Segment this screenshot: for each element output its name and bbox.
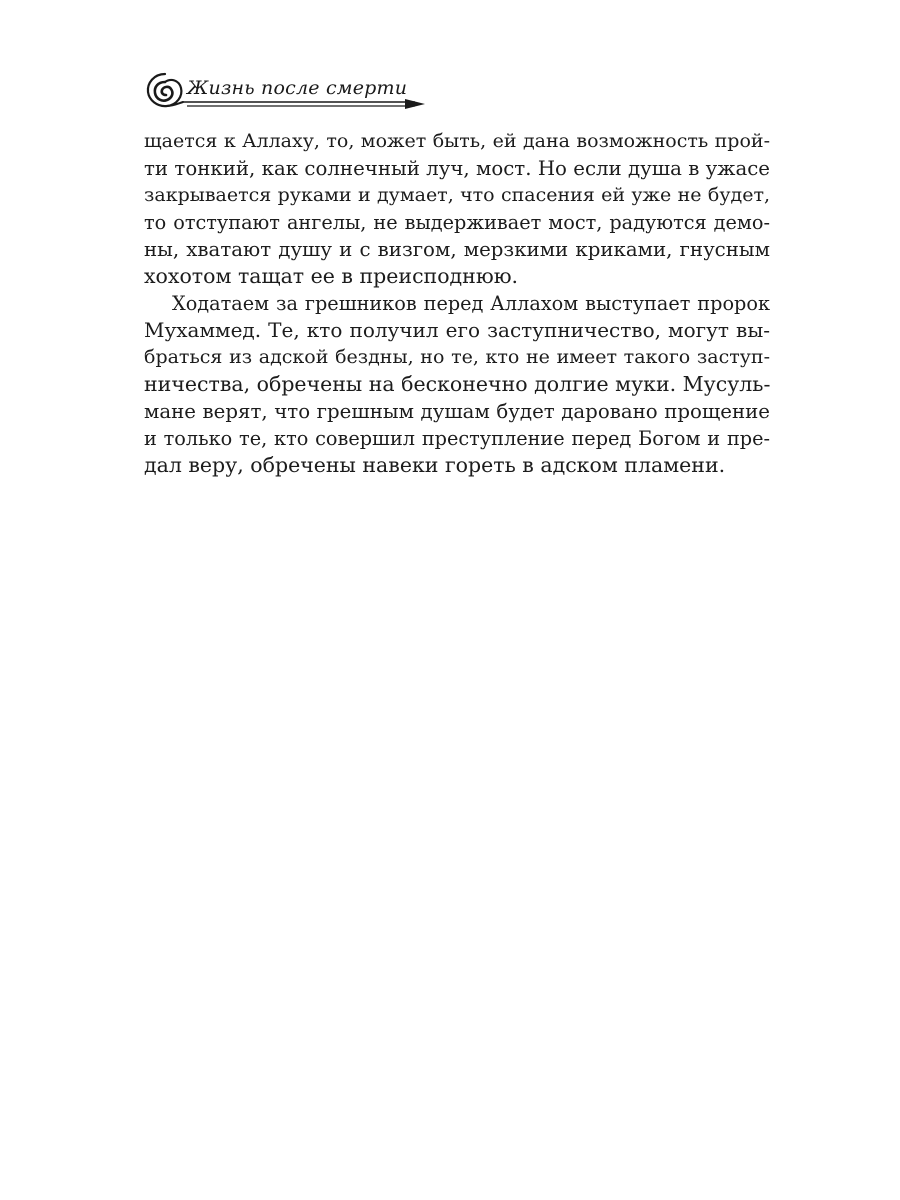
text-line: ничества, обречены на бесконечно долгие муки. Мусуль- [144, 372, 771, 396]
text-line: Мухаммед. Те, кто получил его заступничество, могут вы- [144, 318, 770, 342]
running-head [143, 66, 428, 116]
text-line: хохотом тащат ее в преисподнюю. [144, 264, 519, 288]
text-line: дал веру, обречены навеки гореть в адском пламени. [144, 453, 726, 477]
text-line: ны, хватают душу и с визгом, мерзкими криками, гнусным [144, 238, 770, 261]
body-text [144, 128, 770, 479]
text-line: закрывается руками и думает, что спасения ей уже не будет, [144, 184, 770, 206]
text-line: браться из адской бездны, но те, кто не имеет такого заступ- [144, 346, 770, 368]
running-head-title: Жизнь после смерти [187, 77, 408, 99]
text-line: мане верят, что грешным душам будет даровано прощение [144, 400, 770, 423]
text-line: и только те, кто совершил преступление перед Богом и пре- [144, 427, 770, 450]
text-line: Ходатаем за грешников перед Аллахом выступает пророк [172, 292, 770, 315]
text-line: ти тонкий, как солнечный луч, мост. Но если душа в ужасе [144, 157, 770, 180]
text-line: щается к Аллаху, то, может быть, ей дана возможность прой- [144, 130, 770, 152]
paragraph-2 [144, 290, 770, 479]
paragraph-1 [144, 128, 770, 290]
text-line: то отступают ангелы, не выдерживает мост, радуются демо- [144, 211, 770, 234]
